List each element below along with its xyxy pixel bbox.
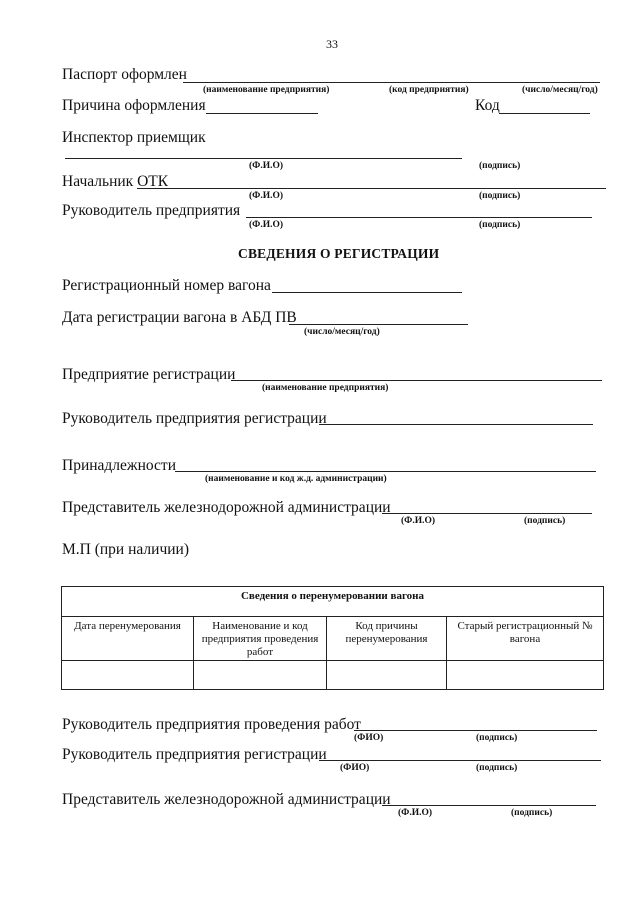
otk-caption-sign: (подпись) [479,191,521,201]
reg-number-label: Регистрационный номер вагона [62,277,271,294]
seal-label: М.П (при наличии) [62,541,189,558]
reason-label: Причина оформления [62,97,206,114]
table-cell-enterprise[interactable] [194,661,327,690]
table-cell-date[interactable] [62,661,194,690]
reg-number-field-line[interactable] [272,292,462,293]
passport-label: Паспорт оформлен [62,66,187,83]
rail-rep-label: Представитель железнодорожной администрации [62,499,391,516]
passport-field-line[interactable] [183,82,600,83]
belonging-label: Принадлежности [62,457,177,474]
renumbering-table-title: Сведения о перенумеровании вагона [62,587,604,617]
column-header-date: Дата перенумерования [62,617,194,661]
column-header-old-reg-number: Старый регистрационный № вагона [447,617,604,661]
sig-reg-head-field-line[interactable] [319,760,601,761]
inspector-field-line[interactable] [65,158,462,159]
reg-date-field-line[interactable] [289,324,468,325]
sig-reg-head-label: Руководитель предприятия регистрации [62,746,327,763]
sig-reg-head-caption-sign: (подпись) [476,763,518,773]
reg-enterprise-head-label: Руководитель предприятия регистрации [62,410,327,427]
reg-enterprise-caption: (наименование предприятия) [262,383,389,393]
head-caption-name: (Ф.И.О) [249,220,284,230]
otk-field-line[interactable] [137,188,606,189]
table-cell-old-reg-number[interactable] [447,661,604,690]
works-head-caption-name: (ФИО) [354,733,384,743]
sig-rail-rep-caption-sign: (подпись) [511,808,553,818]
registration-section-title: СВЕДЕНИЯ О РЕГИСТРАЦИИ [238,246,440,261]
inspector-caption-sign: (подпись) [479,161,521,171]
inspector-label: Инспектор приемщик [62,129,206,146]
works-head-label: Руководитель предприятия проведения работ [62,716,361,733]
belonging-field-line[interactable] [175,471,596,472]
code-label: Код [475,97,500,114]
otk-caption-name: (Ф.И.О) [249,191,284,201]
reg-date-label: Дата регистрации вагона в АБД ПВ [62,309,297,326]
passport-caption-enterprise-code: (код предприятия) [389,85,469,95]
reg-enterprise-label: Предприятие регистрации [62,366,236,383]
inspector-caption-name: (Ф.И.О) [249,161,284,171]
head-label: Руководитель предприятия [62,202,241,219]
rail-rep-caption-sign: (подпись) [524,516,566,526]
head-field-line[interactable] [246,217,592,218]
head-caption-sign: (подпись) [479,220,521,230]
reason-field-line[interactable] [206,113,318,114]
passport-caption-enterprise-name: (наименование предприятия) [203,85,330,95]
sig-rail-rep-caption-name: (Ф.И.О) [398,808,433,818]
works-head-field-line[interactable] [354,730,597,731]
works-head-caption-sign: (подпись) [476,733,518,743]
code-field-line[interactable] [499,113,590,114]
reg-date-caption: (число/месяц/год) [304,327,380,337]
column-header-enterprise: Наименование и код предприятия проведения работ [194,617,327,661]
sig-reg-head-caption-name: (ФИО) [340,763,370,773]
belonging-caption: (наименование и код ж.д. администрации) [205,474,387,484]
table-row [62,661,604,690]
otk-label: Начальник ОТК [62,173,169,190]
passport-caption-date: (число/месяц/год) [522,85,598,95]
rail-rep-caption-name: (Ф.И.О) [401,516,436,526]
reg-enterprise-field-line[interactable] [231,380,602,381]
column-header-reason-code: Код причины перенумерования [327,617,447,661]
reg-enterprise-head-field-line[interactable] [319,424,593,425]
table-cell-reason-code[interactable] [327,661,447,690]
sig-rail-rep-label: Представитель железнодорожной администрации [62,791,391,808]
page-number: 33 [326,37,338,51]
rail-rep-field-line[interactable] [382,513,592,514]
renumbering-table [61,586,604,690]
sig-rail-rep-field-line[interactable] [382,805,596,806]
